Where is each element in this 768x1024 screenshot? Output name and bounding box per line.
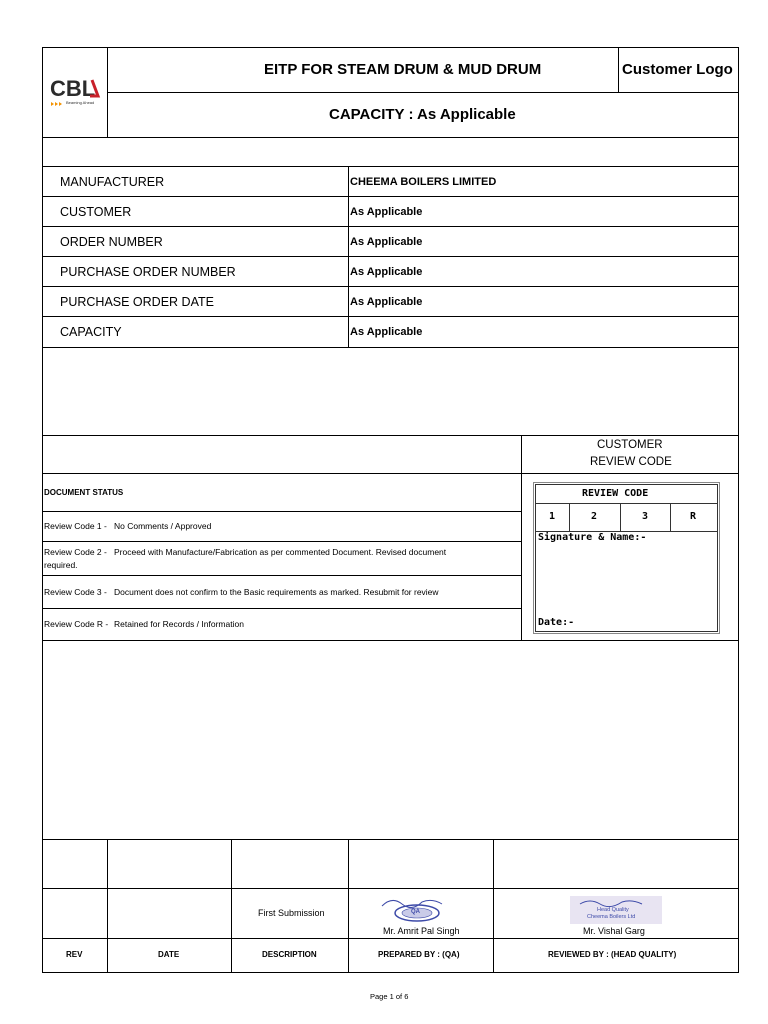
document-status-label: DOCUMENT STATUS <box>44 488 124 497</box>
prepared-stamp-label: QA <box>411 909 420 915</box>
customer-review-heading-2: REVIEW CODE <box>590 456 672 468</box>
header-prepared-by: PREPARED BY : (QA) <box>378 950 460 959</box>
review-code-3-code: Review Code 3 - <box>44 587 107 597</box>
reviewed-by-name: Mr. Vishal Garg <box>583 926 645 936</box>
info-label-po-number: PURCHASE ORDER NUMBER <box>60 265 236 279</box>
reviewed-stamp-line1: Head Quality <box>597 907 629 913</box>
stamp-code-2: 2 <box>591 511 598 522</box>
prepared-signature <box>380 894 460 924</box>
info-label-order-number: ORDER NUMBER <box>60 235 163 249</box>
info-value-customer: As Applicable <box>350 206 423 218</box>
review-code-2-code: Review Code 2 - <box>44 547 107 557</box>
info-label-customer: CUSTOMER <box>60 205 132 219</box>
page-number: Page 1 of 6 <box>370 992 409 1001</box>
info-value-manufacturer: CHEEMA BOILERS LIMITED <box>350 176 497 188</box>
review-code-3-text: Document does not confirm to the Basic requirements as marked. Resubmit for review <box>114 587 439 597</box>
capacity-heading: CAPACITY : As Applicable <box>329 106 516 123</box>
review-code-1-code: Review Code 1 - <box>44 521 107 531</box>
review-code-1-text: No Comments / Approved <box>114 521 212 531</box>
stamp-date-label: Date:- <box>538 617 575 628</box>
info-value-capacity: As Applicable <box>350 326 423 338</box>
review-code-stamp <box>535 484 718 632</box>
company-logo <box>48 72 104 112</box>
stamp-code-3: 3 <box>642 511 649 522</box>
stamp-code-1: 1 <box>549 511 556 522</box>
review-code-r-code: Review Code R - <box>44 619 109 629</box>
stamp-signature-label: Signature & Name:- <box>538 532 647 543</box>
review-code-2-text-cont: required. <box>44 560 78 570</box>
stamp-code-r: R <box>690 511 697 522</box>
header-reviewed-by: REVIEWED BY : (HEAD QUALITY) <box>548 950 677 959</box>
customer-logo-placeholder: Customer Logo <box>622 61 733 78</box>
customer-review-heading-1: CUSTOMER <box>597 439 663 451</box>
document-title: EITP FOR STEAM DRUM & MUD DRUM <box>264 61 542 78</box>
info-value-order-number: As Applicable <box>350 236 423 248</box>
header-description: DESCRIPTION <box>262 950 317 959</box>
info-value-po-date: As Applicable <box>350 296 423 308</box>
prepared-by-name: Mr. Amrit Pal Singh <box>383 926 460 936</box>
header-rev: REV <box>66 950 83 959</box>
info-value-po-number: As Applicable <box>350 266 423 278</box>
logo-tagline: Beaming Ahead <box>66 100 95 105</box>
review-code-r-text: Retained for Records / Information <box>114 619 244 629</box>
review-code-2-text: Proceed with Manufacture/Fabrication as per commented Document. Revised document <box>114 547 447 557</box>
revision-description: First Submission <box>258 908 325 918</box>
svg-text:CBL: CBL <box>50 76 96 101</box>
header-date: DATE <box>158 950 180 959</box>
info-label-po-date: PURCHASE ORDER DATE <box>60 295 214 309</box>
info-label-manufacturer: MANUFACTURER <box>60 175 165 189</box>
stamp-title: REVIEW CODE <box>582 488 649 499</box>
blank-area <box>42 640 739 840</box>
spacer-row <box>42 137 739 167</box>
info-label-capacity: CAPACITY <box>60 325 122 339</box>
reviewed-stamp-line2: Cheema Boilers Ltd <box>587 914 636 920</box>
